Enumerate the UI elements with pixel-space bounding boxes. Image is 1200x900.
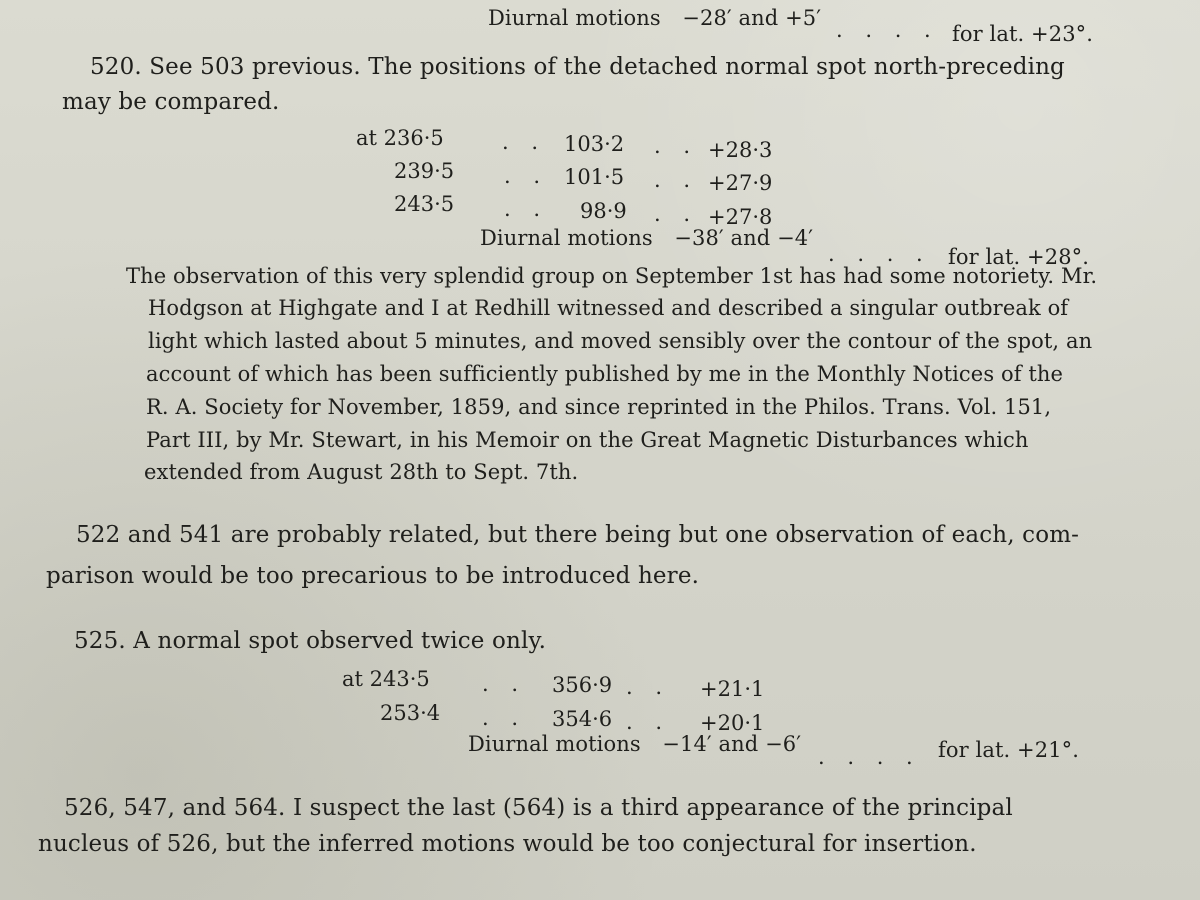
section-520-row-2-col-3: +27·9 — [708, 171, 773, 195]
observation-line-6: Part III, by Mr. Stewart, in his Memoir on the Great Magnetic Disturbances which — [146, 428, 1029, 452]
section-525-diurnal-label: Diurnal motions — [468, 732, 641, 756]
section-525-diurnal-line — [468, 734, 801, 755]
top-diurnal-values: −28′ and +5′ — [682, 6, 822, 30]
section-525-row-2-dots-2: . . — [626, 710, 671, 734]
section-520-row-3-dots-1: . . — [504, 197, 549, 221]
section-525-row-2-col-2: 354·6 — [552, 707, 613, 731]
section-525-row-2-col-3: +20·1 — [700, 711, 765, 735]
section-525-row-1-col-3: +21·1 — [700, 677, 765, 701]
section-525-row-1-col-1: at 243·5 — [342, 667, 430, 691]
section-520-row-3-col-1: 243·5 — [394, 192, 455, 216]
section-520-line-1: 520. See 503 previous. The positions of the detached normal spot north-preceding — [90, 54, 1065, 80]
section-520-diurnal-line — [480, 228, 813, 249]
section-525-heading: 525. A normal spot observed twice only. — [74, 628, 547, 654]
section-520-row-2-col-2: 101·5 — [564, 165, 625, 189]
section-525-row-1-dots-2: . . — [626, 675, 671, 699]
observation-line-5: R. A. Society for November, 1859, and since reprinted in the Philos. Trans. Vol. 151, — [146, 395, 1052, 419]
section-520-diurnal-latitude: for lat. +28°. — [948, 245, 1090, 269]
section-526-line-2: nucleus of 526, but the inferred motions would be too conjectural for insertion. — [38, 831, 977, 857]
section-525-row-2-col-1: 253·4 — [380, 701, 441, 725]
observation-line-1: The observation of this very splendid group on September 1st has had some notoriety. Mr. — [126, 264, 1098, 288]
section-520-row-1 — [356, 126, 816, 162]
observation-line-2: Hodgson at Highgate and I at Redhill witnessed and described a singular outbreak of — [148, 296, 1069, 320]
section-520-row-1-dots-1: . . — [502, 130, 547, 154]
top-diurnal-line — [488, 8, 821, 29]
observation-line-3: light which lasted about 5 minutes, and moved sensibly over the contour of the spot, an — [148, 329, 1093, 353]
section-525-diurnal-dots: . . . . — [818, 745, 921, 769]
top-diurnal-dots: . . . . — [836, 18, 939, 42]
section-520-row-1-col-1: at 236·5 — [356, 126, 444, 150]
section-520-row-2-dots-1: . . — [504, 164, 549, 188]
section-520-row-1-col-2: 103·2 — [564, 132, 625, 156]
section-522-line-1: 522 and 541 are probably related, but there being but one observation of each, com- — [76, 522, 1080, 548]
section-520-row-3-dots-2: . . — [654, 202, 699, 226]
top-diurnal-label: Diurnal motions — [488, 6, 661, 30]
section-520-row-1-col-3: +28·3 — [708, 138, 773, 162]
section-520-diurnal-values: −38′ and −4′ — [674, 226, 814, 250]
section-520-diurnal-label: Diurnal motions — [480, 226, 653, 250]
section-520-row-3-col-2: 98·9 — [580, 199, 627, 223]
top-diurnal-latitude: for lat. +23°. — [952, 22, 1094, 46]
section-525-diurnal-values: −14′ and −6′ — [662, 732, 802, 756]
observation-line-7: extended from August 28th to Sept. 7th. — [144, 460, 579, 484]
section-525-row-1 — [342, 667, 802, 701]
observation-line-4: account of which has been sufficiently published by me in the Monthly Notices of the — [146, 362, 1064, 386]
section-520-row-1-dots-2: . . — [654, 134, 699, 158]
section-526-line-1: 526, 547, and 564. I suspect the last (564) is a third appearance of the principal — [64, 795, 1013, 821]
section-525-row-1-dots-1: . . — [482, 672, 527, 696]
section-522-line-2: parison would be too precarious to be introduced here. — [46, 563, 700, 589]
section-520-row-2-col-1: 239·5 — [394, 159, 455, 183]
section-520-row-2-dots-2: . . — [654, 168, 699, 192]
section-525-row-2 — [380, 701, 800, 735]
section-520-row-2 — [394, 159, 814, 195]
section-520-line-2: may be compared. — [62, 89, 280, 115]
section-525-row-2-dots-1: . . — [482, 706, 527, 730]
section-520-row-3-col-3: +27·8 — [708, 205, 773, 229]
section-520-row-3 — [394, 192, 814, 229]
section-520-diurnal-dots: . . . . — [828, 242, 931, 266]
section-525-row-1-col-2: 356·9 — [552, 673, 613, 697]
section-525-diurnal-latitude: for lat. +21°. — [938, 738, 1080, 762]
